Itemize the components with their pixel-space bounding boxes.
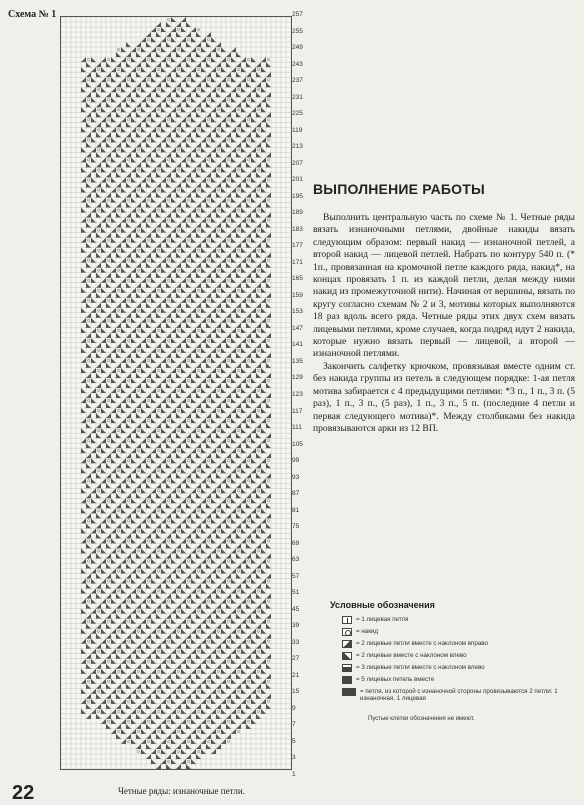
row-number: 75 bbox=[292, 523, 300, 531]
row-number: 7 bbox=[292, 721, 296, 729]
row-number: 87 bbox=[292, 490, 300, 498]
row-number: 105 bbox=[292, 440, 303, 448]
row-number: 243 bbox=[292, 60, 303, 68]
legend-title: Условные обозначения bbox=[330, 600, 435, 610]
row-number: 249 bbox=[292, 44, 303, 52]
knit-stitch-icon bbox=[342, 616, 352, 624]
row-number: 63 bbox=[292, 556, 300, 564]
row-number: 165 bbox=[292, 275, 303, 283]
section-title: ВЫПОЛНЕНИЕ РАБОТЫ bbox=[313, 181, 485, 197]
row-number: 81 bbox=[292, 506, 300, 514]
legend-item bbox=[330, 676, 580, 688]
row-number: 153 bbox=[292, 308, 303, 316]
row-number: 201 bbox=[292, 176, 303, 184]
row-number: 33 bbox=[292, 638, 300, 646]
row-number: 99 bbox=[292, 457, 300, 465]
row-number: 213 bbox=[292, 143, 303, 151]
row-number: 189 bbox=[292, 209, 303, 217]
instructions-text bbox=[313, 212, 575, 435]
row-number: 147 bbox=[292, 324, 303, 332]
special-stitch-icon bbox=[342, 688, 356, 696]
yarn-over-icon bbox=[342, 628, 352, 636]
row-number: 21 bbox=[292, 671, 300, 679]
chart-caption: Четные ряды: изнаночные петли. bbox=[118, 786, 245, 796]
row-number: 15 bbox=[292, 688, 300, 696]
scheme-title: Схема № 1 bbox=[8, 9, 57, 20]
legend-item-text: = 5 лицевых петель вместе bbox=[356, 676, 435, 683]
legend-item bbox=[330, 652, 580, 664]
k2tog-left-icon bbox=[342, 652, 352, 660]
legend-note: Пустые клетки обозначения не имеют. bbox=[368, 716, 475, 722]
legend-item bbox=[330, 640, 580, 652]
legend-item-text: = 2 лицевые вместе с наклоном влево bbox=[356, 652, 467, 659]
k3tog-left-icon bbox=[342, 664, 352, 672]
legend-item-text: = 2 лицевые петли вместе с наклоном вправо bbox=[356, 640, 488, 647]
row-number: 5 bbox=[292, 737, 296, 745]
row-number: 255 bbox=[292, 27, 303, 35]
row-number: 1 bbox=[292, 771, 296, 778]
row-number: 123 bbox=[292, 391, 303, 398]
legend-item bbox=[330, 616, 580, 628]
row-number: 117 bbox=[292, 407, 303, 415]
row-number: 57 bbox=[292, 572, 300, 580]
legend-item-text: = петля, из которой с изнаночной стороны провязываются 2 петли: 1 изнаночная, 1 лицевая bbox=[360, 688, 558, 702]
row-number: 207 bbox=[292, 159, 303, 167]
row-number: 27 bbox=[292, 655, 300, 663]
page-number: 22 bbox=[12, 782, 35, 804]
row-number: 257 bbox=[292, 11, 303, 18]
legend-item-text: = 1 лицевая петля bbox=[356, 616, 409, 623]
row-number: 111 bbox=[292, 424, 302, 432]
legend bbox=[330, 600, 580, 722]
row-number: 237 bbox=[292, 77, 303, 85]
row-number: 129 bbox=[292, 374, 303, 382]
row-number: 177 bbox=[292, 242, 303, 250]
row-number: 39 bbox=[292, 622, 300, 630]
row-number: 119 bbox=[292, 126, 303, 134]
instructions-paragraph: Закончить салфетку крючком, провязывая вместе одним ст. без накида группы из петель в следующем порядке: 1-ая петля мотива забирается с 4 предыдущими петлями: *3 п., 1 п., 3 п. (5 раз), 1 п., 3 п., (5 раз), 1 п., 3 п., 5 п. (последние 4 петли и первая следующего мотива)*. Между столбиками без накида провязываются арки из 12 ВП. bbox=[313, 360, 575, 434]
row-number: 51 bbox=[292, 589, 300, 597]
row-number: 195 bbox=[292, 192, 303, 200]
row-number: 171 bbox=[292, 258, 303, 266]
legend-item-text: = накид bbox=[356, 628, 378, 635]
legend-item bbox=[330, 688, 580, 708]
row-number: 141 bbox=[292, 341, 303, 349]
legend-item-text: = 3 лицевые петли вместе с наклоном влево bbox=[356, 664, 485, 671]
legend-item bbox=[330, 664, 580, 676]
row-number: 3 bbox=[292, 754, 296, 762]
row-number: 69 bbox=[292, 539, 300, 547]
row-number: 9 bbox=[292, 704, 296, 712]
k2tog-right-icon bbox=[342, 640, 352, 648]
instructions-paragraph: Выполнить центральную часть по схеме № 1. Четные ряды вязать изнаночными петлями, двойные накиды вязать следующим образом: первый накид — изнаночной петлей, а второй накид — лицевой петлей. Набрать по контуру 540 п. (* 1п., провязанная на кромочной петле каждого ряда, накид*, на концах провязать 1 п. из каждой петли, делая между ними накид из промежуточной нити). Начиная от вершины, вязать по кругу согласно схемам № 2 и 3, мотивы которых выполняются 18 раз вдоль всего ряда. Четные ряды этих двух схем вязать лицевыми петлями, кроме случаев, когда подряд идут 2 накида, которые нужно вязать первый — лицевой, а второй — изнаночной петлями. bbox=[313, 212, 575, 360]
row-number: 183 bbox=[292, 225, 303, 233]
row-number: 231 bbox=[292, 93, 303, 101]
row-number: 45 bbox=[292, 605, 300, 613]
row-number: 225 bbox=[292, 110, 303, 118]
row-number: 93 bbox=[292, 473, 300, 481]
row-number: 135 bbox=[292, 357, 303, 365]
legend-item bbox=[330, 628, 580, 640]
knitting-chart bbox=[60, 16, 292, 770]
row-number: 159 bbox=[292, 291, 303, 299]
k5tog-icon bbox=[342, 676, 352, 684]
